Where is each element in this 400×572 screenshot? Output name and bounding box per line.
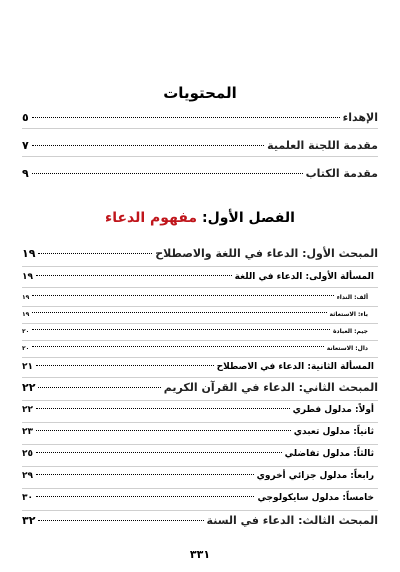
toc-entry-page: ٢٩ [22, 471, 33, 481]
toc-entry-page: ٢٥ [22, 449, 33, 459]
chapter-heading [22, 210, 378, 226]
toc-section-2 [22, 381, 378, 394]
toc-item [22, 311, 378, 318]
toc-item [22, 328, 378, 335]
toc-section-1 [22, 247, 378, 260]
dot-leader [32, 312, 326, 313]
toc-entry-label: ثانياً: مدلول تعبدي [293, 427, 374, 437]
toc-entry-label: رابعاً: مدلول جزائي أخروي [256, 471, 374, 481]
divider [22, 306, 378, 307]
toc-entry-label: المبحث الثالث: الدعاء في السنة [206, 514, 378, 527]
toc-section-3 [22, 514, 378, 527]
divider [22, 444, 378, 445]
toc-entry-label: ألف: النداء [336, 294, 368, 301]
divider [22, 488, 378, 489]
chapter-separator: : [201, 210, 208, 226]
toc-item [22, 345, 378, 352]
dot-leader [36, 474, 254, 475]
toc-subsection [22, 471, 378, 481]
toc-entry-label: جيم: العبادة [333, 328, 368, 335]
divider [22, 466, 378, 467]
dot-leader [32, 346, 323, 347]
toc-entry-label: الإهداء [342, 111, 378, 124]
toc-entry-label: ثالثاً: مدلول تفاضلي [284, 449, 374, 459]
divider [22, 400, 378, 401]
toc-subsection [22, 427, 378, 437]
toc-subsection [22, 405, 378, 415]
dot-leader [36, 408, 290, 409]
toc-item [22, 294, 378, 301]
chapter-title: مفهوم الدعاء [105, 210, 198, 226]
toc-entry-page: ١٩ [22, 294, 30, 301]
toc-entry-page: ١٩ [22, 311, 30, 318]
toc-entry-committee-intro [22, 139, 378, 152]
dot-leader [32, 295, 333, 296]
toc-entry-label: أولاً: مدلول فطري [292, 405, 374, 415]
dot-leader [32, 173, 303, 174]
divider [22, 510, 378, 511]
toc-entry-label: مقدمة الكتاب [305, 167, 378, 180]
toc-entry-page: ٢٢ [22, 381, 36, 394]
toc-subsection [22, 493, 378, 503]
toc-entry-label: المسألة الأولى: الدعاء في اللغة [234, 272, 374, 282]
toc-entry-label: خامساً: مدلول سايكولوجي [257, 493, 374, 503]
dot-leader [38, 253, 152, 254]
toc-entry-page: ٧ [22, 139, 29, 152]
toc-subsection [22, 362, 378, 372]
dot-leader [32, 117, 340, 118]
toc-entry-label: المسألة الثانية: الدعاء في الاصطلاح [216, 362, 374, 372]
toc-entry-page: ٣٢ [22, 514, 36, 527]
toc-entry-page: ٢٠ [22, 345, 30, 352]
toc-entry-page: ٢٣ [22, 427, 33, 437]
divider [22, 266, 378, 267]
divider [22, 287, 378, 288]
toc-entry-page: ٣٠ [22, 493, 33, 503]
dot-leader [38, 387, 160, 388]
toc-entry-page: ٩ [22, 167, 29, 180]
toc-entry-label: مقدمة اللجنة العلمية [267, 139, 378, 152]
divider [22, 323, 378, 324]
toc-entry-page: ١٩ [22, 272, 33, 282]
toc-subsection [22, 272, 378, 282]
dot-leader [36, 365, 214, 366]
toc-entry-label: باء: الاستغاثة [329, 311, 368, 318]
divider [22, 156, 378, 157]
toc-entry-dedication [22, 111, 378, 124]
divider [22, 377, 378, 378]
page-number: ٣٣١ [189, 548, 211, 561]
divider [22, 340, 378, 341]
divider [22, 422, 378, 423]
toc-subsection [22, 449, 378, 459]
toc-entry-page: ٢٠ [22, 328, 30, 335]
chapter-number: الفصل الأول [207, 210, 295, 226]
dot-leader [36, 430, 291, 431]
dot-leader [32, 145, 264, 146]
dot-leader [36, 275, 232, 276]
toc-entry-page: ٢١ [22, 362, 33, 372]
toc-entry-label: دال: الاستعانة [326, 345, 368, 352]
dot-leader [36, 452, 282, 453]
divider [22, 128, 378, 129]
toc-title: المحتويات [163, 84, 237, 102]
toc-entry-page: ٢٢ [22, 405, 33, 415]
toc-entry-page: ٥ [22, 111, 29, 124]
toc-entry-label: المبحث الأول: الدعاء في اللغة والاصطلاح [155, 247, 378, 260]
toc-entry-label: المبحث الثاني: الدعاء في القرآن الكريم [163, 381, 378, 394]
dot-leader [32, 329, 330, 330]
divider [22, 357, 378, 358]
toc-entry-book-intro [22, 167, 378, 180]
dot-leader [36, 496, 254, 497]
toc-entry-page: ١٩ [22, 247, 36, 260]
dot-leader [38, 520, 203, 521]
